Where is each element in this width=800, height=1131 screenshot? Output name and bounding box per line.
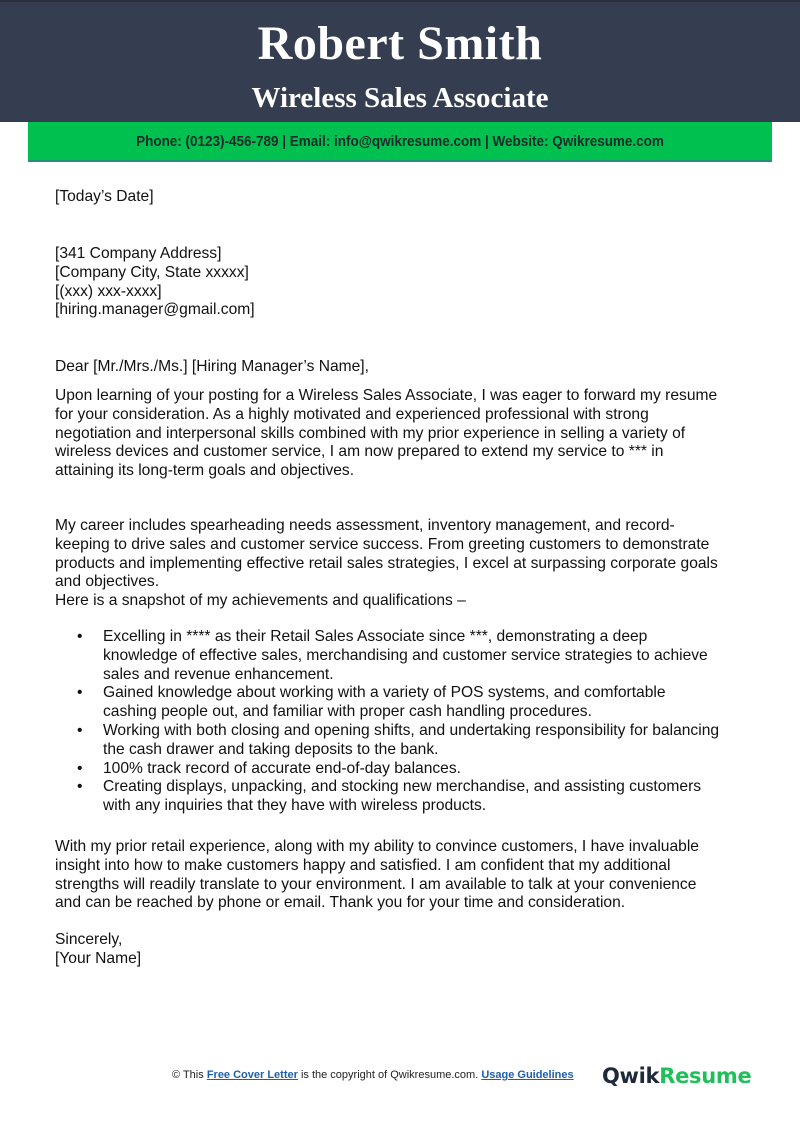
list-item [55,778,755,816]
signature-name: [Your Name] [55,949,142,967]
letter-date: [Today’s Date] [55,188,154,205]
text-line: cashing people out, and familiar with proper cash handling procedures. [103,703,592,721]
copyright-text: © This [172,1069,207,1081]
list-intro: Here is a snapshot of my achievements and qualifications – [55,592,466,609]
list-item [55,760,755,779]
text-line: and objectives. [55,573,160,591]
copyright-notice [172,1069,574,1081]
closing-text: Sincerely, [55,931,123,948]
text-line: Gained knowledge about working with a variety of POS systems, and comfortable [103,684,666,702]
text-line: Creating displays, unpacking, and stocking new merchandise, and assisting customers [103,778,702,796]
copyright-text: is the copyright of Qwikresume.com. [297,1069,482,1081]
text-line: with any inquiries that they have with wireless products. [103,797,487,815]
text-line: the cash drawer and taking deposits to the bank. [103,740,439,758]
text-line: Upon learning of your posting for a Wireless Sales Associate, I was eager to forward my resume [55,387,718,404]
paragraph-intro [55,387,767,481]
text-line: wireless devices and customer service, I am now prepared to extend my service to *** in [55,443,664,461]
usage-guidelines-link[interactable]: Usage Guidelines [481,1069,574,1081]
qwikresume-logo [602,1064,751,1088]
text-line: and can be reached by phone or email. Thank you for your time and consideration. [55,894,626,912]
text-line: insight into how to make customers happy and satisfied. I am confident that my additional [55,856,671,874]
text-line: keeping to drive sales and customer service success. From greeting customers to demonstrate [55,535,710,553]
address-line: [hiring.manager@gmail.com] [55,301,255,319]
logo-text-resume: Resume [659,1064,752,1088]
applicant-name: Robert Smith [257,17,543,70]
paragraph-career [55,517,767,592]
header-banner [0,0,800,122]
text-line: for your consideration. As a highly motivated and experienced professional with strong [55,405,649,423]
list-item [55,628,755,684]
job-title: Wireless Sales Associate [251,82,549,114]
text-line: Working with both closing and opening shifts, and undertaking responsibility for balancing [103,721,720,739]
address-line: [Company City, State xxxxx] [55,263,249,281]
list-item [55,684,755,722]
address-line: [(xxx) xxx-xxxx] [55,282,162,300]
contact-bar: Phone: (0123)-456-789 | Email: info@qwikresume.com | Website: Qwikresume.com [28,122,772,162]
text-line: My career includes spearheading needs assessment, inventory management, and record- [55,517,675,534]
bullet-icon: • [77,721,83,739]
text-line: sales and revenue enhancement. [103,665,334,683]
achievements-list [55,628,755,816]
text-line: With my prior retail experience, along with my ability to convince customers, I have invaluable [55,838,699,855]
text-line: 100% track record of accurate end-of-day balances. [103,759,461,777]
bullet-icon: • [77,778,83,796]
list-item [55,722,755,760]
text-line: products and implementing effective retail sales strategies, I excel at surpassing corporate goals [55,554,718,572]
sign-off [55,931,767,969]
free-cover-letter-link[interactable]: Free Cover Letter [206,1069,298,1081]
recipient-address [55,245,767,320]
bullet-icon: • [77,684,83,702]
text-line: attaining its long-term goals and objectives. [55,462,355,480]
bullet-icon: • [77,759,83,777]
logo-text-qwik: Qwik [602,1064,660,1088]
text-line: knowledge of effective sales, merchandising and customer service strategies to achieve [103,646,708,664]
text-line: strengths will readily translate to your environment. I am available to talk at your convenience [55,875,697,893]
paragraph-closing [55,838,767,913]
salutation: Dear [Mr./Mrs./Ms.] [Hiring Manager’s Name], [55,358,369,375]
text-line: Excelling in **** as their Retail Sales Associate since ***, demonstrating a deep [103,628,648,645]
bullet-icon: • [77,628,83,645]
address-line: [341 Company Address] [55,245,222,262]
text-line: negotiation and interpersonal skills combined with my prior experience in selling a variety of [55,424,686,442]
